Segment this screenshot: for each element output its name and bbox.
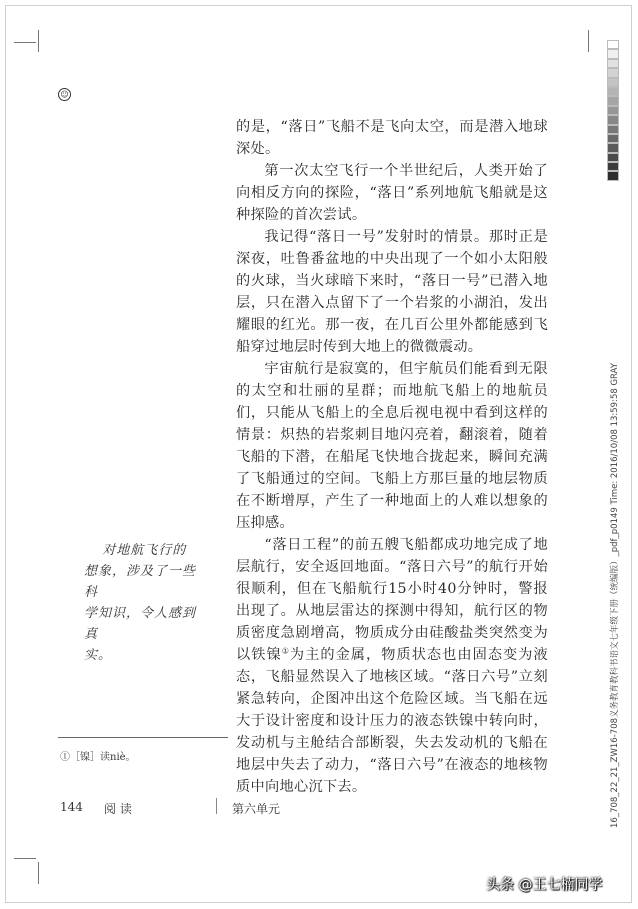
section-label: 阅 读 (104, 802, 132, 816)
paragraph-5-text-a: “落日工程”的前五艘飞船都成功地完成了地层航行，安全返回地面。“落日六号”的航行开始很顺利，但在飞船航行15小时40分钟时，警报出现了。从地层雷达的探测中得知，航行区的物质密度急剧增高，物质成分由硅酸盐类突然变为以铁镍 (236, 537, 548, 663)
footnote-marker: ① (281, 646, 290, 656)
footnote: ①［镍］读niè。 (60, 752, 136, 763)
margin-note-line: 实。 (84, 648, 113, 663)
paragraph-2: 第一次太空飞行一个半世纪后，人类开始了向相反方向的探险，“落日”系列地航飞船就是这种探险的首次尝试。 (236, 163, 548, 223)
crop-mark-bottom-left-h (14, 858, 36, 859)
margin-note-line: 对地航飞行的 (102, 543, 187, 558)
crop-mark-bottom-left (38, 862, 39, 884)
crop-mark-top-left (38, 30, 39, 52)
margin-note-line: 想象，涉及了一些科 (84, 564, 197, 600)
margin-note-line: 学知识，令人感到真 (84, 606, 197, 642)
smiley-icon: ☺ (58, 88, 71, 101)
footer-divider (216, 798, 217, 814)
crop-mark-top-left-h (14, 42, 36, 43)
page-number: 144 (60, 800, 83, 814)
grayscale-calibration-bar (607, 40, 619, 181)
paragraph-1: 的是，“落日”飞船不是飞向太空，而是潜入地球深处。 (236, 119, 548, 157)
main-text (236, 116, 548, 798)
crop-mark-top-right (588, 30, 589, 52)
footnote-divider (58, 737, 228, 738)
paragraph-5 (236, 534, 548, 798)
paragraph-4: 宇宙航行是寂寞的，但宇航员们能看到无限的太空和壮丽的星群；而地航飞船上的地航员们，只能从飞船上的全息后视电视中看到这样的情景：炽热的岩浆刺目地闪亮着，翻滚着，随着飞船的下潜，在船尾飞快地合拢起来，瞬间充满了飞船通过的空间。飞船上方那巨量的地层物质在不断增厚，产生了一种地面上的人难以想象的压抑感。 (236, 361, 548, 531)
printer-slug: 16_708_22_21_ZW16-708义务教育教科书语文七年级下册（统编版）_pdf_p0149 Time: 2016/10/08 13:59:58 GRAY (610, 363, 620, 828)
paragraph-5-text-b: 为主的金属，物质状态也由固态变为液态，飞船显然误入了地核区域。“落日六号”立刻紧急转向，企图冲出这个危险区域。当飞船在远大于设计密度和设计压力的液态铁镍中转向时，发动机与主舱结合部断裂，失去发动机的飞船在地层中失去了动力，“落日六号”在液态的地核物质中向地心沉下去。 (236, 647, 548, 795)
margin-annotation (84, 540, 196, 666)
unit-label: 第六单元 (232, 802, 281, 816)
watermark: 头条 @王七楠同学 (486, 877, 603, 893)
paragraph-3: 我记得“落日一号”发射时的情景。那时正是深夜，吐鲁番盆地的中央出现了一个如小太阳般的火球，当火球暗下来时，“落日一号”已潜入地层，只在潜入点留下了一个岩浆的小湖泊，发出耀眼的红光。那一夜，在几百公里外都能感到飞船穿过地层时传到大地上的微微震动。 (236, 229, 548, 355)
